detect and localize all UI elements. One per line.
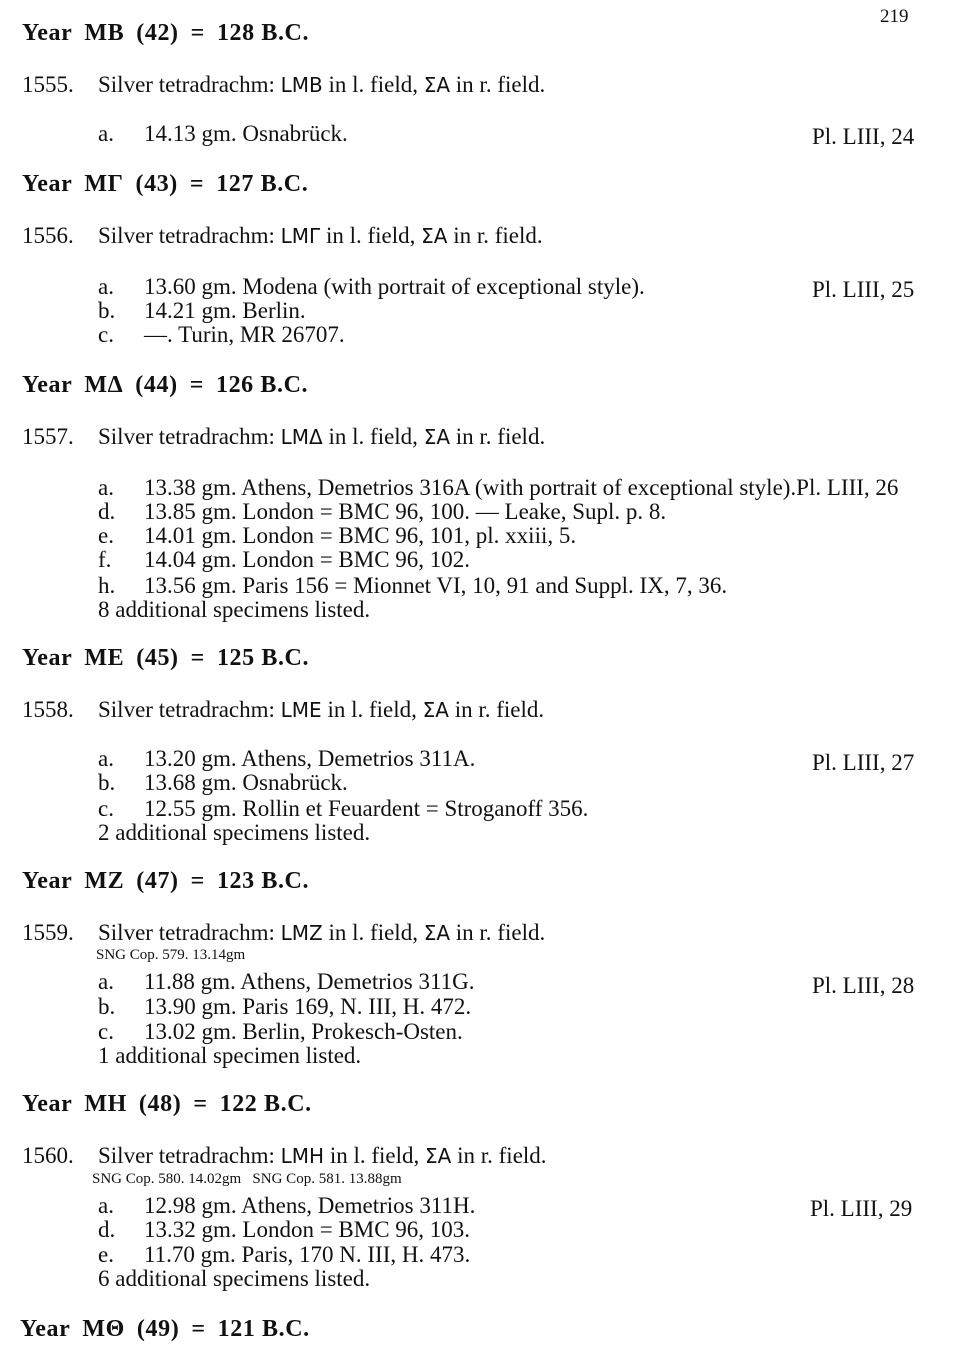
legend-right: ΣA <box>423 425 451 449</box>
heading-greek: MΘ <box>82 1316 125 1342</box>
specimen-text: 13.38 gm. Athens, Demetrios 316A (with portrait of exceptional style).Pl. LIII, 26 <box>144 475 899 500</box>
specimen-letter: c. <box>98 322 114 347</box>
additional-specimens: 6 additional specimens listed. <box>98 1266 371 1291</box>
year-heading <box>22 645 309 672</box>
specimen-text: 13.32 gm. London = BMC 96, 103. <box>144 1217 471 1242</box>
heading-greek: MB <box>84 20 125 46</box>
year-heading <box>22 20 309 47</box>
heading-year: Year <box>22 20 73 46</box>
specimen-line <box>98 500 666 524</box>
specimen-text: 12.98 gm. Athens, Demetrios 311H. <box>144 1193 476 1218</box>
heading-eq: = <box>189 171 205 197</box>
heading-year: Year <box>22 372 73 398</box>
year-heading <box>22 171 308 198</box>
plate-reference: Pl. LIII, 27 <box>812 750 915 775</box>
specimen-text: —. Turin, MR 26707. <box>144 322 345 347</box>
entry-number: 1556. <box>22 223 74 248</box>
legend-left: LMΔ <box>280 425 323 449</box>
heading-date: 126 B.C. <box>215 372 309 398</box>
year-heading <box>22 1091 312 1118</box>
entry-desc: Silver tetradrachm: <box>98 223 275 248</box>
heading-date: 125 B.C. <box>216 645 310 671</box>
specimen-letter: a. <box>98 969 114 994</box>
specimen-line <box>98 1218 470 1242</box>
page-number: 219 <box>880 6 909 27</box>
specimen-line <box>98 747 475 771</box>
year-heading <box>22 372 308 399</box>
entry-end: in r. field. <box>453 223 543 248</box>
specimen-letter: d. <box>98 1217 116 1242</box>
plate-reference: Pl. LIII, 28 <box>812 973 915 998</box>
specimen-text: 13.60 gm. Modena (with portrait of exceptional style). <box>144 274 645 299</box>
legend-right: ΣA <box>421 224 448 248</box>
sng-reference: SNG Cop. 579. 13.14gm <box>96 947 246 963</box>
heading-date: 122 B.C. <box>219 1091 312 1117</box>
legend-left: LMZ <box>280 921 323 945</box>
specimen-line <box>98 476 898 500</box>
heading-year: Year <box>22 868 73 894</box>
heading-year: Year <box>20 1316 71 1342</box>
additional-specimens: 8 additional specimens listed. <box>98 597 371 622</box>
heading-num: (44) <box>135 372 178 398</box>
plate-reference: Pl. LIII, 29 <box>810 1196 913 1221</box>
specimen-text: 13.90 gm. Paris 169, N. III, H. 472. <box>144 994 472 1019</box>
plate-reference: Pl. LIII, 25 <box>812 277 915 302</box>
specimen-letter: a. <box>98 475 114 500</box>
entry-desc: Silver tetradrachm: <box>98 424 275 449</box>
specimen-letter: a. <box>98 274 114 299</box>
specimen-letter: b. <box>98 770 116 795</box>
heading-year: Year <box>22 1091 73 1117</box>
specimen-text: 13.20 gm. Athens, Demetrios 311A. <box>144 746 476 771</box>
specimen-letter: a. <box>98 121 114 146</box>
specimen-line <box>98 548 470 572</box>
heading-num: (43) <box>135 171 178 197</box>
heading-eq: = <box>190 20 205 46</box>
heading-num: (42) <box>136 20 179 46</box>
specimen-text: 12.55 gm. Rollin et Feuardent = Stroganoff 356. <box>144 796 589 821</box>
heading-num: (49) <box>136 1316 180 1342</box>
legend-right: ΣA <box>425 1144 452 1168</box>
specimen-line <box>98 797 588 821</box>
entry-end: in r. field. <box>455 920 546 945</box>
catalog-entry <box>22 920 545 946</box>
specimen-text: 13.56 gm. Paris 156 = Mionnet VI, 10, 91 and Suppl. IX, 7, 36. <box>144 573 728 598</box>
entry-mid: in l. field, <box>329 1143 420 1168</box>
specimen-text: 11.70 gm. Paris, 170 N. III, H. 473. <box>144 1242 471 1267</box>
specimen-letter: c. <box>98 1019 114 1044</box>
heading-num: (48) <box>138 1091 182 1117</box>
specimen-text: 14.13 gm. Osnabrück. <box>144 121 348 146</box>
specimen-line <box>98 574 727 598</box>
heading-year: Year <box>22 645 73 671</box>
specimen-line <box>98 771 348 795</box>
specimen-line <box>98 524 576 548</box>
specimen-line <box>98 299 306 323</box>
plate-reference: Pl. LIII, 24 <box>812 124 915 149</box>
specimen-line <box>98 1194 475 1218</box>
legend-left: LMΓ <box>280 224 321 248</box>
legend-right: ΣA <box>423 921 451 945</box>
heading-eq: = <box>193 1091 208 1117</box>
specimen-letter: b. <box>98 994 116 1019</box>
entry-mid: in l. field, <box>325 223 416 248</box>
specimen-letter: c. <box>98 796 114 821</box>
entry-desc: Silver tetradrachm: <box>98 697 275 722</box>
entry-number: 1560. <box>22 1143 74 1168</box>
entry-desc: Silver tetradrachm: <box>98 72 275 97</box>
sng-reference: SNG Cop. 580. 14.02gm SNG Cop. 581. 13.88gm <box>92 1171 402 1187</box>
entry-end: in r. field. <box>455 72 546 97</box>
heading-eq: = <box>191 1316 206 1342</box>
legend-left: LMB <box>280 73 323 97</box>
entry-number: 1558. <box>22 697 74 722</box>
specimen-line <box>98 275 645 299</box>
specimen-text: 11.88 gm. Athens, Demetrios 311G. <box>144 969 475 994</box>
specimen-text: 14.01 gm. London = BMC 96, 101, pl. xxiii, 5. <box>144 523 577 548</box>
entry-number: 1559. <box>22 920 74 945</box>
catalog-entry <box>22 72 545 98</box>
heading-eq: = <box>190 868 205 894</box>
entry-end: in r. field. <box>455 424 546 449</box>
catalog-entry <box>22 697 544 723</box>
specimen-line <box>98 323 345 347</box>
specimen-text: 13.85 gm. London = BMC 96, 100. — Leake, Supl. p. 8. <box>144 499 667 524</box>
heading-num: (47) <box>136 868 179 894</box>
entry-mid: in l. field, <box>328 920 418 945</box>
specimen-line <box>98 970 475 994</box>
specimen-letter: f. <box>98 547 112 572</box>
catalog-entry <box>22 1143 547 1169</box>
heading-num: (45) <box>136 645 179 671</box>
heading-date: 121 B.C. <box>217 1316 310 1342</box>
legend-left: LMH <box>280 1144 325 1168</box>
specimen-text: 14.04 gm. London = BMC 96, 102. <box>144 547 471 572</box>
heading-eq: = <box>190 645 205 671</box>
additional-specimens: 2 additional specimens listed. <box>98 820 371 845</box>
heading-greek: MZ <box>84 868 125 894</box>
specimen-text: 13.02 gm. Berlin, Prokesch-Osten. <box>144 1019 463 1044</box>
catalog-entry <box>22 424 545 450</box>
heading-greek: MH <box>84 1091 127 1117</box>
specimen-letter: e. <box>98 523 114 548</box>
heading-year: Year <box>22 171 73 197</box>
specimen-text: 14.21 gm. Berlin. <box>144 298 306 323</box>
specimen-text: 13.68 gm. Osnabrück. <box>144 770 348 795</box>
entry-desc: Silver tetradrachm: <box>98 920 275 945</box>
entry-mid: in l. field, <box>328 424 418 449</box>
specimen-line <box>98 1243 470 1267</box>
entry-mid: in l. field, <box>327 697 417 722</box>
entry-mid: in l. field, <box>328 72 418 97</box>
specimen-letter: d. <box>98 499 116 524</box>
heading-date: 123 B.C. <box>216 868 310 894</box>
entry-end: in r. field. <box>454 697 545 722</box>
entry-desc: Silver tetradrachm: <box>98 1143 275 1168</box>
year-heading <box>20 1316 310 1343</box>
specimen-letter: h. <box>98 573 116 598</box>
additional-specimens: 1 additional specimen listed. <box>98 1043 362 1068</box>
heading-date: 128 B.C. <box>216 20 310 46</box>
catalog-entry <box>22 223 543 249</box>
specimen-letter: a. <box>98 746 114 771</box>
specimen-letter: e. <box>98 1242 114 1267</box>
legend-left: LME <box>280 698 322 722</box>
heading-eq: = <box>189 372 204 398</box>
legend-right: ΣA <box>422 698 449 722</box>
entry-number: 1555. <box>22 72 74 97</box>
specimen-line <box>98 995 471 1019</box>
year-heading <box>22 868 309 895</box>
specimen-letter: a. <box>98 1193 114 1218</box>
heading-greek: MΓ <box>84 171 124 197</box>
heading-greek: MΔ <box>84 372 124 398</box>
specimen-letter: b. <box>98 298 116 323</box>
entry-number: 1557. <box>22 424 74 449</box>
specimen-line <box>98 1020 463 1044</box>
legend-right: ΣA <box>423 73 451 97</box>
heading-date: 127 B.C. <box>216 171 309 197</box>
entry-end: in r. field. <box>457 1143 547 1168</box>
specimen-line <box>98 122 348 146</box>
heading-greek: ME <box>84 645 125 671</box>
